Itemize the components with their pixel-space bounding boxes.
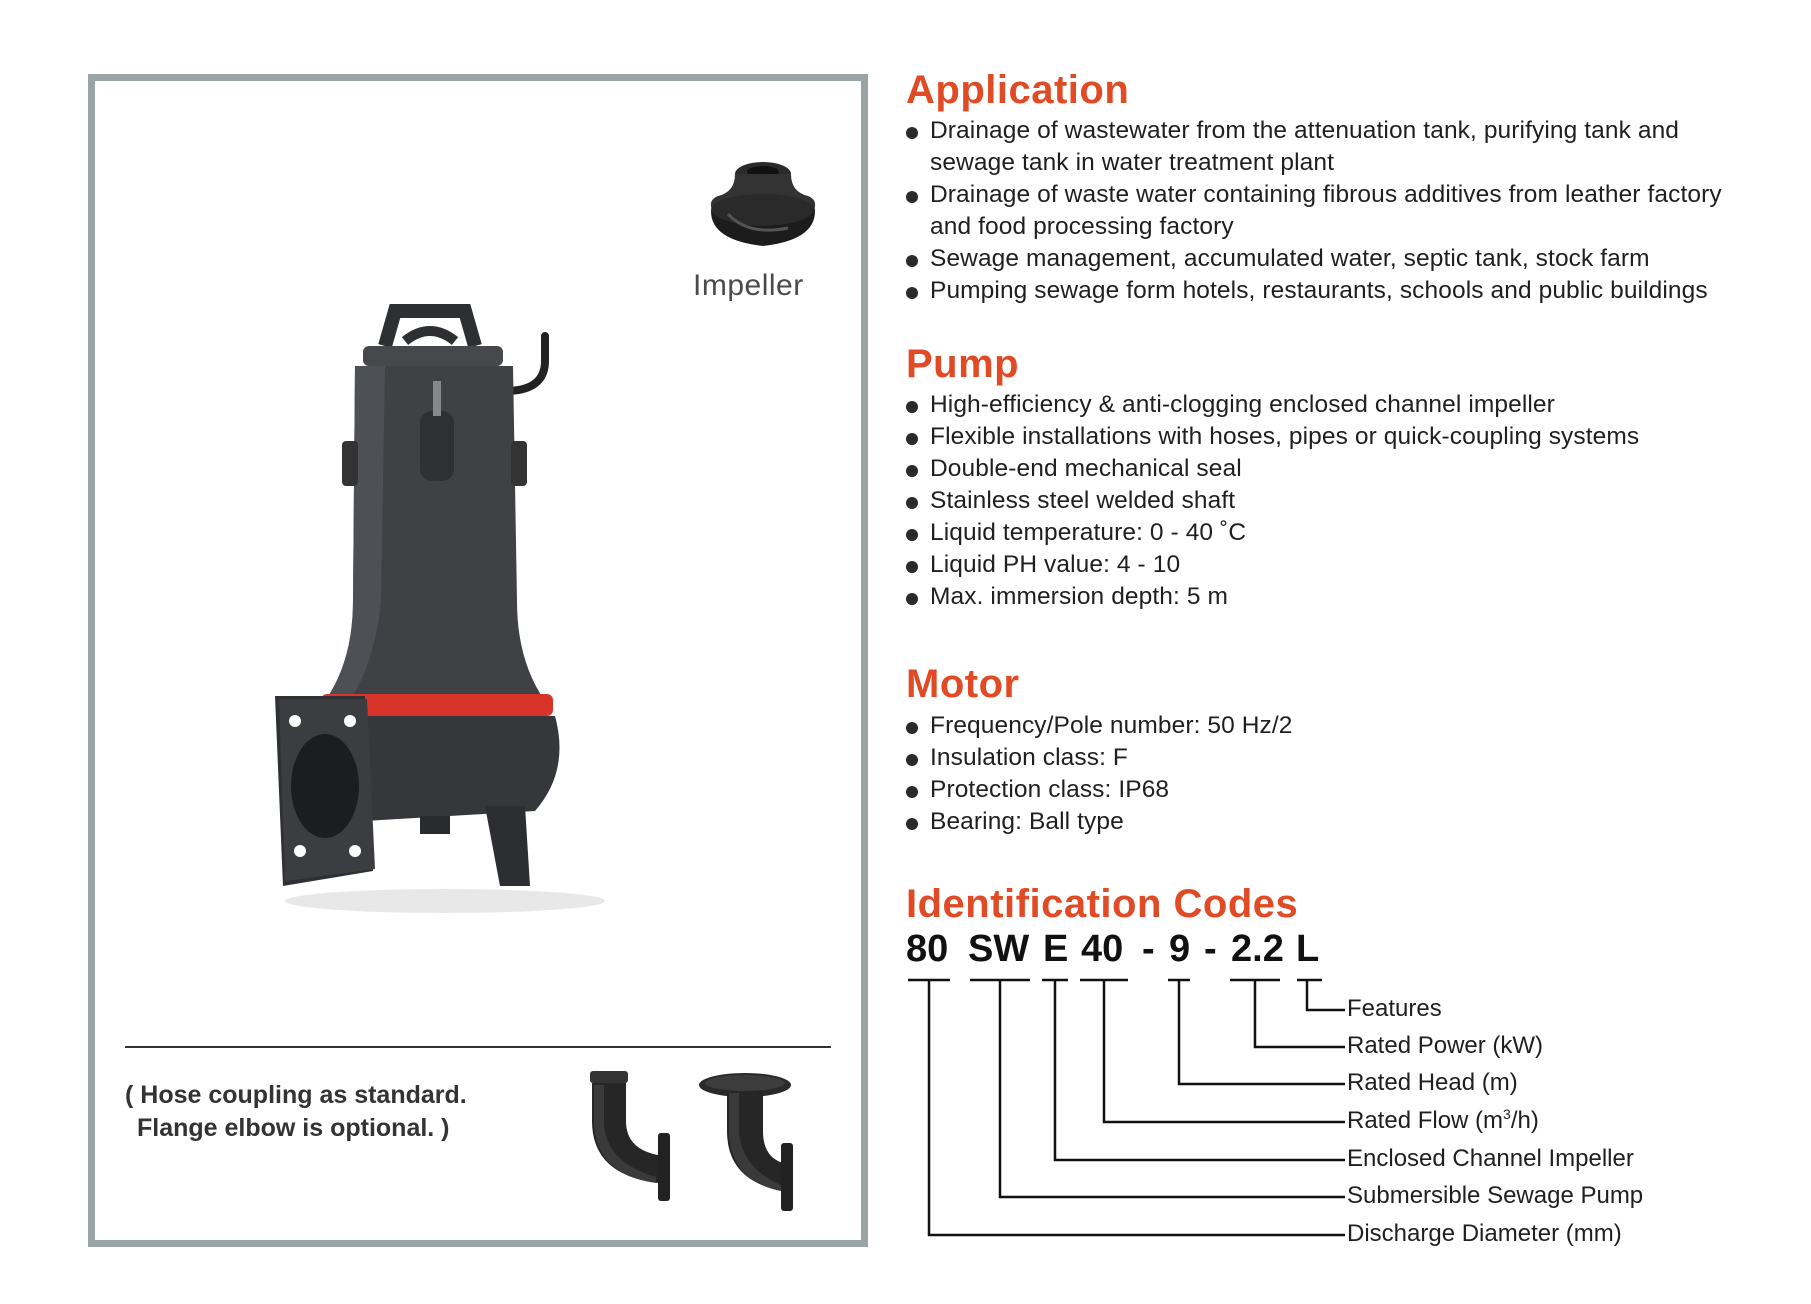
pump-list <box>906 389 1756 613</box>
list-item: Pumping sewage form hotels, restaurants, schools and public buildings <box>906 275 1726 307</box>
code-power: 2.2 <box>1231 928 1284 970</box>
legend-rated-head: Rated Head (m) <box>1347 1069 1518 1096</box>
flange-elbow-image <box>695 1071 805 1211</box>
list-item: Flexible installations with hoses, pipes or quick-coupling systems <box>906 421 1756 453</box>
application-title: Application <box>906 68 1130 112</box>
pump-title: Pump <box>906 342 1020 386</box>
list-item: Max. immersion depth: 5 m <box>906 581 1756 613</box>
list-item: Drainage of waste water containing fibrous additives from leather factory and food processing factory <box>906 179 1726 243</box>
product-image-frame <box>88 74 868 1247</box>
pump-image <box>255 301 635 1001</box>
divider <box>125 1046 831 1048</box>
list-item: Sewage management, accumulated water, septic tank, stock farm <box>906 243 1726 275</box>
code-separator: - <box>1204 928 1217 970</box>
legend-rated-flow-suffix: /h) <box>1510 1107 1539 1134</box>
list-item: Drainage of wastewater from the attenuation tank, purifying tank and sewage tank in water treatment plant <box>906 115 1726 179</box>
identification-title: Identification Codes <box>906 882 1299 926</box>
code-head: 9 <box>1169 928 1191 970</box>
list-item: Liquid temperature: 0 - 40 ˚C <box>906 517 1756 549</box>
list-item: Bearing: Ball type <box>906 806 1756 838</box>
legend-rated-flow-sup: 3 <box>1503 1106 1511 1122</box>
list-item: Double-end mechanical seal <box>906 453 1756 485</box>
impeller-label: Impeller <box>693 269 804 302</box>
legend-impeller: Enclosed Channel Impeller <box>1347 1145 1634 1172</box>
application-list <box>906 115 1726 307</box>
list-item: Insulation class: F <box>906 742 1756 774</box>
code-impeller: E <box>1043 928 1069 970</box>
code-flow: 40 <box>1081 928 1124 970</box>
motor-list <box>906 710 1756 838</box>
list-item: Frequency/Pole number: 50 Hz/2 <box>906 710 1756 742</box>
legend-rated-flow <box>1347 1106 1539 1135</box>
coupling-note <box>125 1079 467 1145</box>
legend-features: Features <box>1347 995 1442 1022</box>
legend-discharge: Discharge Diameter (mm) <box>1347 1220 1622 1247</box>
legend-rated-flow-prefix: Rated Flow (m <box>1347 1107 1504 1134</box>
list-item: Liquid PH value: 4 - 10 <box>906 549 1756 581</box>
list-item: Protection class: IP68 <box>906 774 1756 806</box>
legend-rated-power: Rated Power (kW) <box>1347 1032 1544 1059</box>
code-diameter: 80 <box>906 928 949 970</box>
note-line-1: ( Hose coupling as standard. <box>125 1081 467 1109</box>
code-separator: - <box>1142 928 1155 970</box>
legend-pump-type: Submersible Sewage Pump <box>1347 1182 1644 1209</box>
hose-coupling-image <box>580 1071 690 1201</box>
list-item: Stainless steel welded shaft <box>906 485 1756 517</box>
impeller-image <box>698 144 828 264</box>
code-pump-type: SW <box>968 928 1030 970</box>
motor-title: Motor <box>906 662 1020 706</box>
list-item: High-efficiency & anti-clogging enclosed channel impeller <box>906 389 1756 421</box>
note-line-2: Flange elbow is optional. ) <box>137 1114 450 1142</box>
code-features: L <box>1296 928 1320 970</box>
